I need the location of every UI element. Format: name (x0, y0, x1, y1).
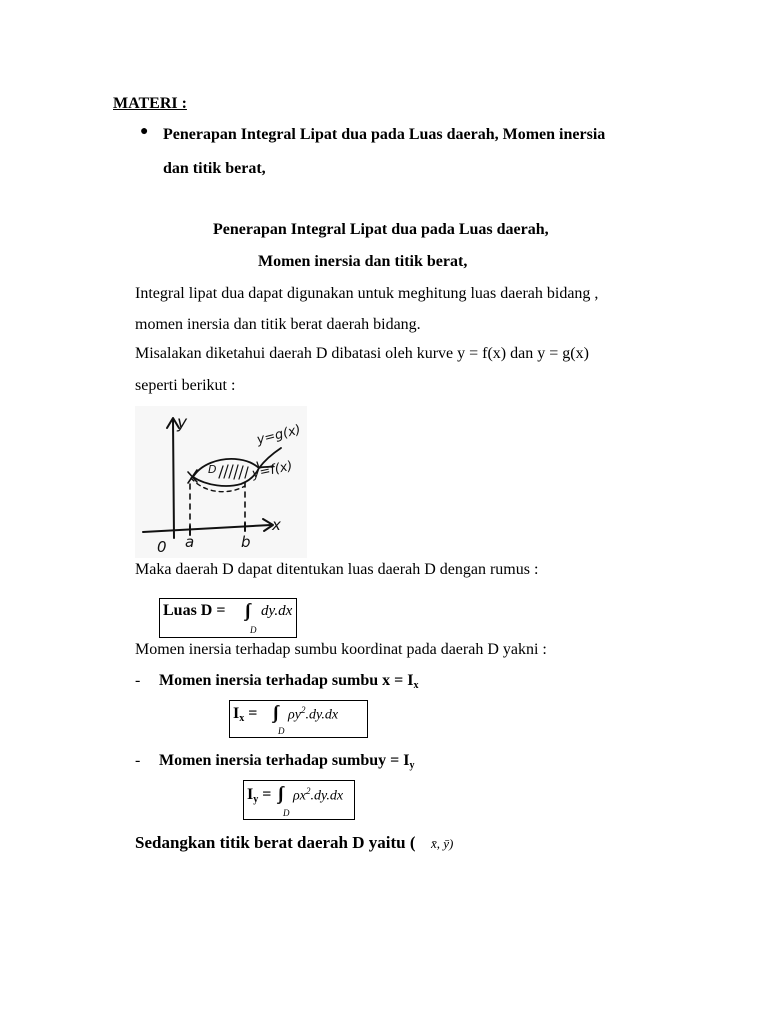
luas-domain: D (250, 625, 257, 635)
iy-formula-label (247, 786, 271, 805)
iy-formula-box (243, 780, 355, 820)
iy-domain: D (283, 808, 290, 818)
ix-formula-label (233, 705, 257, 724)
paragraph-line-4: seperti berikut : (135, 377, 236, 394)
bullet-dot: ● (140, 124, 149, 139)
b-label: b (241, 533, 251, 551)
paragraph-line-2: momen inersia dan titik berat daerah bidang. (135, 316, 421, 333)
iy-heading-text: Momen inersia terhadap sumbuy = I (159, 752, 410, 769)
region-figure (135, 406, 307, 558)
iy-heading (159, 752, 414, 771)
iy-expr-rho: ρx (293, 788, 306, 804)
g-curve-label: y=g(x) (255, 422, 303, 448)
origin-label: 0 (157, 538, 167, 556)
luas-formula-box (159, 598, 297, 638)
paragraph-line-1: Integral lipat dua dapat digunakan untuk meghitung luas daerah bidang , (135, 285, 599, 302)
momen-intro: Momen inersia terhadap sumbu koordinat pada daerah D yakni : (135, 641, 547, 658)
iy-formula-sub: y (253, 794, 259, 805)
ix-expr-rho: ρy (288, 707, 301, 723)
ix-domain: D (278, 726, 285, 736)
bullet-line-1: Penerapan Integral Lipat dua pada Luas daerah, Momen inersia (163, 126, 606, 143)
iy-expr-pow: 2 (305, 786, 311, 796)
ix-expr-rest: .dy.dx (305, 707, 339, 723)
ix-heading (159, 672, 418, 691)
iy-formula-eq: = (258, 786, 272, 803)
luas-expr: dy.dx (261, 603, 293, 619)
ix-formula-box (229, 700, 368, 738)
ix-heading-text: Momen inersia terhadap sumbu x = I (159, 672, 414, 689)
iy-heading-sub: y (409, 760, 415, 771)
iy-formula-I: I (247, 786, 254, 803)
ix-expr-pow: 2 (300, 705, 306, 715)
x-axis-label: x (272, 516, 281, 534)
bullet-line-2: dan titik berat, (163, 160, 266, 177)
f-curve-label: y=f(x) (250, 458, 294, 482)
iy-dash: - (135, 752, 141, 769)
y-axis-label: y (177, 413, 188, 433)
ix-formula-eq: = (244, 705, 258, 722)
ix-dash: - (135, 672, 141, 689)
a-label: a (185, 533, 195, 551)
luas-intro: Maka daerah D dapat ditentukan luas daerah D dengan rumus : (135, 561, 539, 578)
y-axis (173, 420, 174, 538)
title-line-1: Penerapan Integral Lipat dua pada Luas daerah, (213, 221, 549, 238)
ix-formula-sub: x (239, 713, 245, 724)
paragraph-line-3: Misalakan diketahui daerah D dibatasi oleh kurve y = f(x) dan y = g(x) (135, 345, 589, 362)
section-heading: MATERI : (113, 95, 187, 112)
region-label: D (208, 463, 217, 476)
iy-expr (293, 786, 343, 805)
centroid-coords: x̄, ȳ) (431, 836, 454, 851)
centroid-text: Sedangkan titik berat daerah D yaitu ( (135, 833, 416, 852)
ix-heading-sub: x (413, 680, 419, 691)
ix-expr (288, 705, 338, 724)
ix-formula-I: I (233, 705, 240, 722)
title-line-2: Momen inersia dan titik berat, (258, 253, 468, 270)
luas-label: Luas D = (163, 602, 226, 619)
iy-expr-rest: .dy.dx (310, 788, 344, 804)
